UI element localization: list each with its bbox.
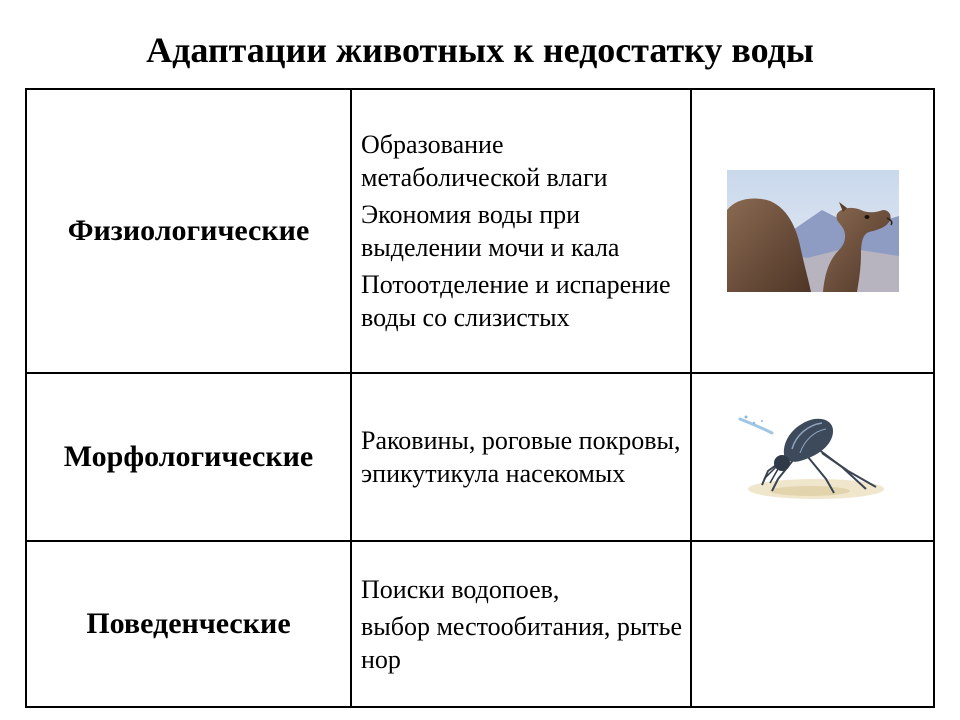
adaptation-item: Потоотделение и испарение воды со слизистых [361,270,671,332]
adaptation-type-label: Поведенческие [86,607,291,640]
slide-title: Адаптации животных к недостатку воды [146,30,814,70]
picture-cell-empty [691,541,934,707]
picture-cell [691,89,934,373]
adaptation-description-cell [351,89,691,373]
table-row-physiological [26,89,934,373]
table-row-behavioral [26,541,934,707]
adaptation-type-cell [26,89,351,373]
adaptation-type-label: Физиологические [67,214,310,247]
desert-beetle-image [738,409,888,505]
adaptation-description-cell [351,373,691,541]
adaptation-description-cell [351,541,691,707]
adaptation-item: Раковины, роговые покровы, эпикутикула насекомых [361,426,681,488]
table-row-morphological [26,373,934,541]
adaptation-type-label: Морфологические [63,440,314,473]
adaptation-item: Поиски водопоев, [361,574,560,604]
adaptation-item: Экономия воды при выделении мочи и кала [361,200,620,262]
adaptation-type-cell [26,541,351,707]
adaptation-type-cell [26,373,351,541]
picture-cell [691,373,934,541]
adaptation-item: выбор местообитания, рытье нор [361,611,683,674]
adaptation-item: Образование метаболической влаги [361,130,608,192]
camel-photo [727,170,899,292]
adaptations-table [25,88,935,708]
